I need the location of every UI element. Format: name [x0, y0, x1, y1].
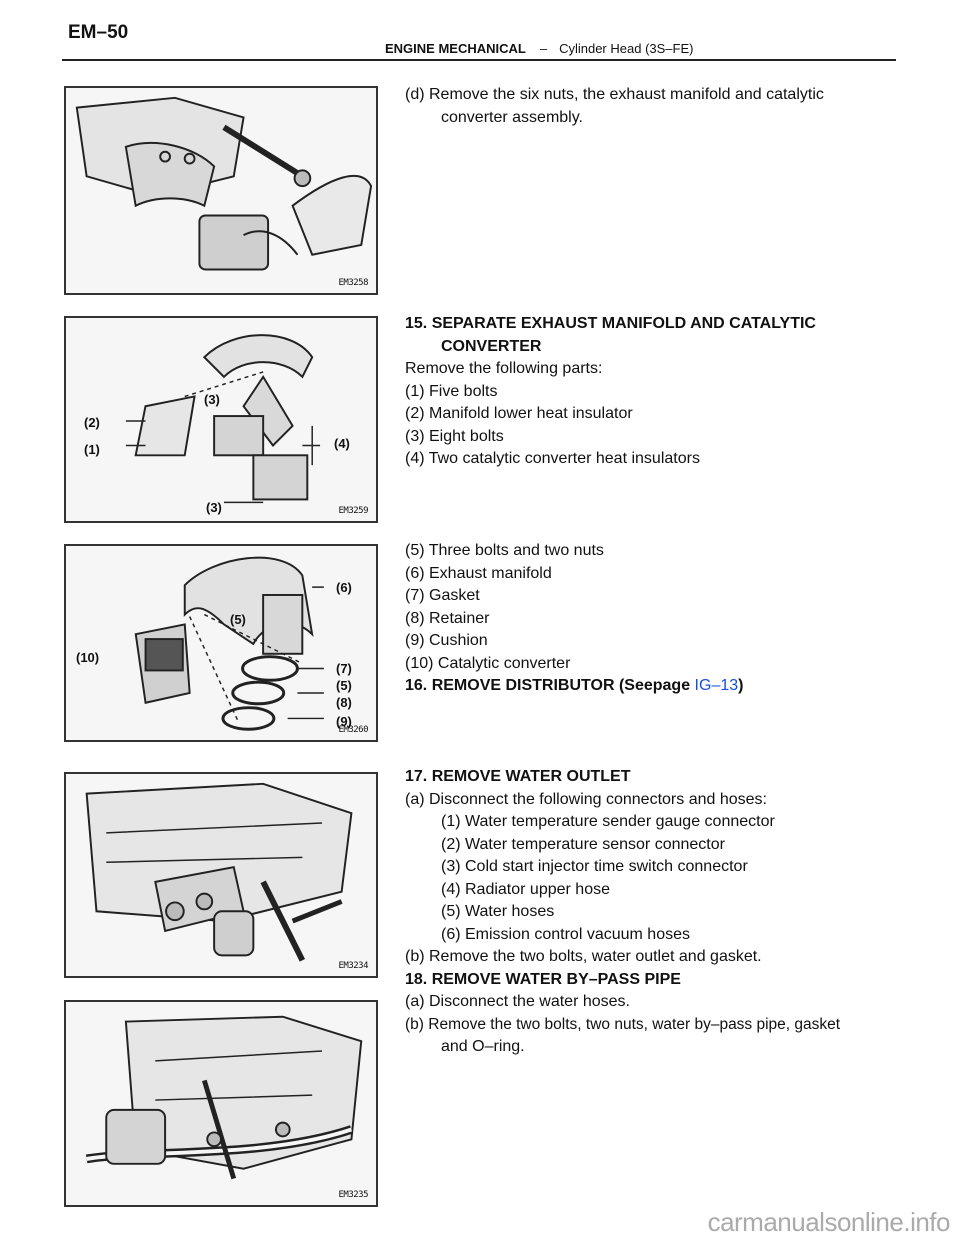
step-17-a: (a) Disconnect the following connectors and hoses: — [405, 790, 767, 808]
callout-3-lower: (3) — [206, 500, 222, 515]
step-16-title-text: 16. REMOVE DISTRIBUTOR (Seepage — [405, 677, 695, 694]
step-15-item: (2) Manifold lower heat insulator — [405, 405, 633, 422]
step-15-title: 15. SEPARATE EXHAUST MANIFOLD AND CATALYTIC — [405, 315, 816, 332]
figure-code: EM3235 — [338, 1190, 368, 1200]
step-15b-item: (5) Three bolts and two nuts — [405, 542, 604, 559]
step-17-subitem: (3) Cold start injector time switch connector — [441, 858, 748, 875]
callout-2: (2) — [84, 415, 100, 430]
figure-bypass-pipe — [64, 1000, 378, 1207]
figure-code: EM3234 — [338, 961, 368, 971]
callout-5: (5) — [230, 612, 246, 627]
callout-6: (6) — [336, 580, 352, 595]
figure-bypass-pipe-illustration — [66, 1002, 376, 1205]
figure-separate-manifold-illustration — [66, 318, 376, 521]
figure-manifold-parts — [64, 544, 378, 742]
step-15-item: (3) Eight bolts — [405, 427, 504, 445]
figure-water-outlet — [64, 772, 378, 978]
callout-10: (10) — [76, 650, 100, 665]
figure-code: EM3260 — [338, 725, 368, 735]
step-17-subitem: (2) Water temperature sensor connector — [441, 835, 725, 853]
callout-3-upper: (3) — [204, 392, 220, 407]
step-15-title-cont: CONVERTER — [441, 337, 542, 355]
step-18-b-line2: and O–ring. — [441, 1038, 525, 1055]
step-15-item: (1) Five bolts — [405, 382, 498, 400]
ig-13-link[interactable]: IG–13 — [694, 677, 739, 694]
step-17-title: 17. REMOVE WATER OUTLET — [405, 768, 631, 785]
step-d-line2: converter assembly. — [441, 108, 583, 126]
figure-water-outlet-illustration — [66, 774, 376, 976]
step-17-subitem: (6) Emission control vacuum hoses — [441, 925, 690, 943]
section-title: ENGINE MECHANICAL — [385, 41, 526, 56]
figure-exhaust-removal-illustration — [66, 88, 376, 293]
callout-9: (9) — [336, 714, 352, 729]
step-17-subitem: (1) Water temperature sender gauge connector — [441, 813, 775, 830]
step-18-title: 18. REMOVE WATER BY–PASS PIPE — [405, 970, 681, 988]
figure-code: EM3258 — [338, 278, 368, 288]
header-separator: – — [539, 41, 548, 56]
step-15b-item: (6) Exhaust manifold — [405, 564, 552, 582]
step-17-subitem: (4) Radiator upper hose — [441, 880, 610, 898]
figure-code: EM3259 — [338, 506, 368, 516]
step-16-close: ) — [738, 677, 744, 694]
step-17-text — [405, 766, 840, 1059]
header-rule — [62, 59, 896, 61]
figure-manifold-parts-illustration — [66, 546, 376, 740]
subsection-title: Cylinder Head (3S–FE) — [559, 41, 694, 56]
step-17-b: (b) Remove the two bolts, water outlet and gasket. — [405, 948, 762, 965]
figure-separate-manifold — [64, 316, 378, 523]
page-number: EM–50 — [68, 22, 129, 43]
callout-1: (1) — [84, 442, 100, 457]
step-15b-item: (9) Cushion — [405, 632, 488, 649]
step-16-title — [405, 675, 743, 698]
step-15b-item: (10) Catalytic converter — [405, 654, 571, 672]
step-18-b-line1: (b) Remove the two bolts, two nuts, water by–pass pipe, gasket — [405, 1015, 841, 1033]
running-header — [385, 41, 693, 56]
step-18-a: (a) Disconnect the water hoses. — [405, 993, 630, 1010]
step-15b-item: (7) Gasket — [405, 587, 480, 604]
callout-7: (7) — [336, 661, 352, 676]
callout-8: (8) — [336, 695, 352, 710]
watermark: carmanualsonline.info — [707, 1207, 950, 1237]
callout-4: (4) — [334, 436, 350, 451]
step-15b-item: (8) Retainer — [405, 609, 490, 627]
step-d-text — [405, 84, 824, 129]
step-d-line1: (d) Remove the six nuts, the exhaust manifold and catalytic — [405, 86, 824, 103]
figure-exhaust-removal — [64, 86, 378, 295]
step-15-text — [405, 313, 816, 471]
callout-5-lower: (5) — [336, 678, 352, 693]
step-15-item: (4) Two catalytic converter heat insulators — [405, 450, 700, 467]
step-15-intro: Remove the following parts: — [405, 360, 603, 377]
step-17-subitem: (5) Water hoses — [441, 903, 555, 920]
step-15b-text — [405, 540, 743, 698]
